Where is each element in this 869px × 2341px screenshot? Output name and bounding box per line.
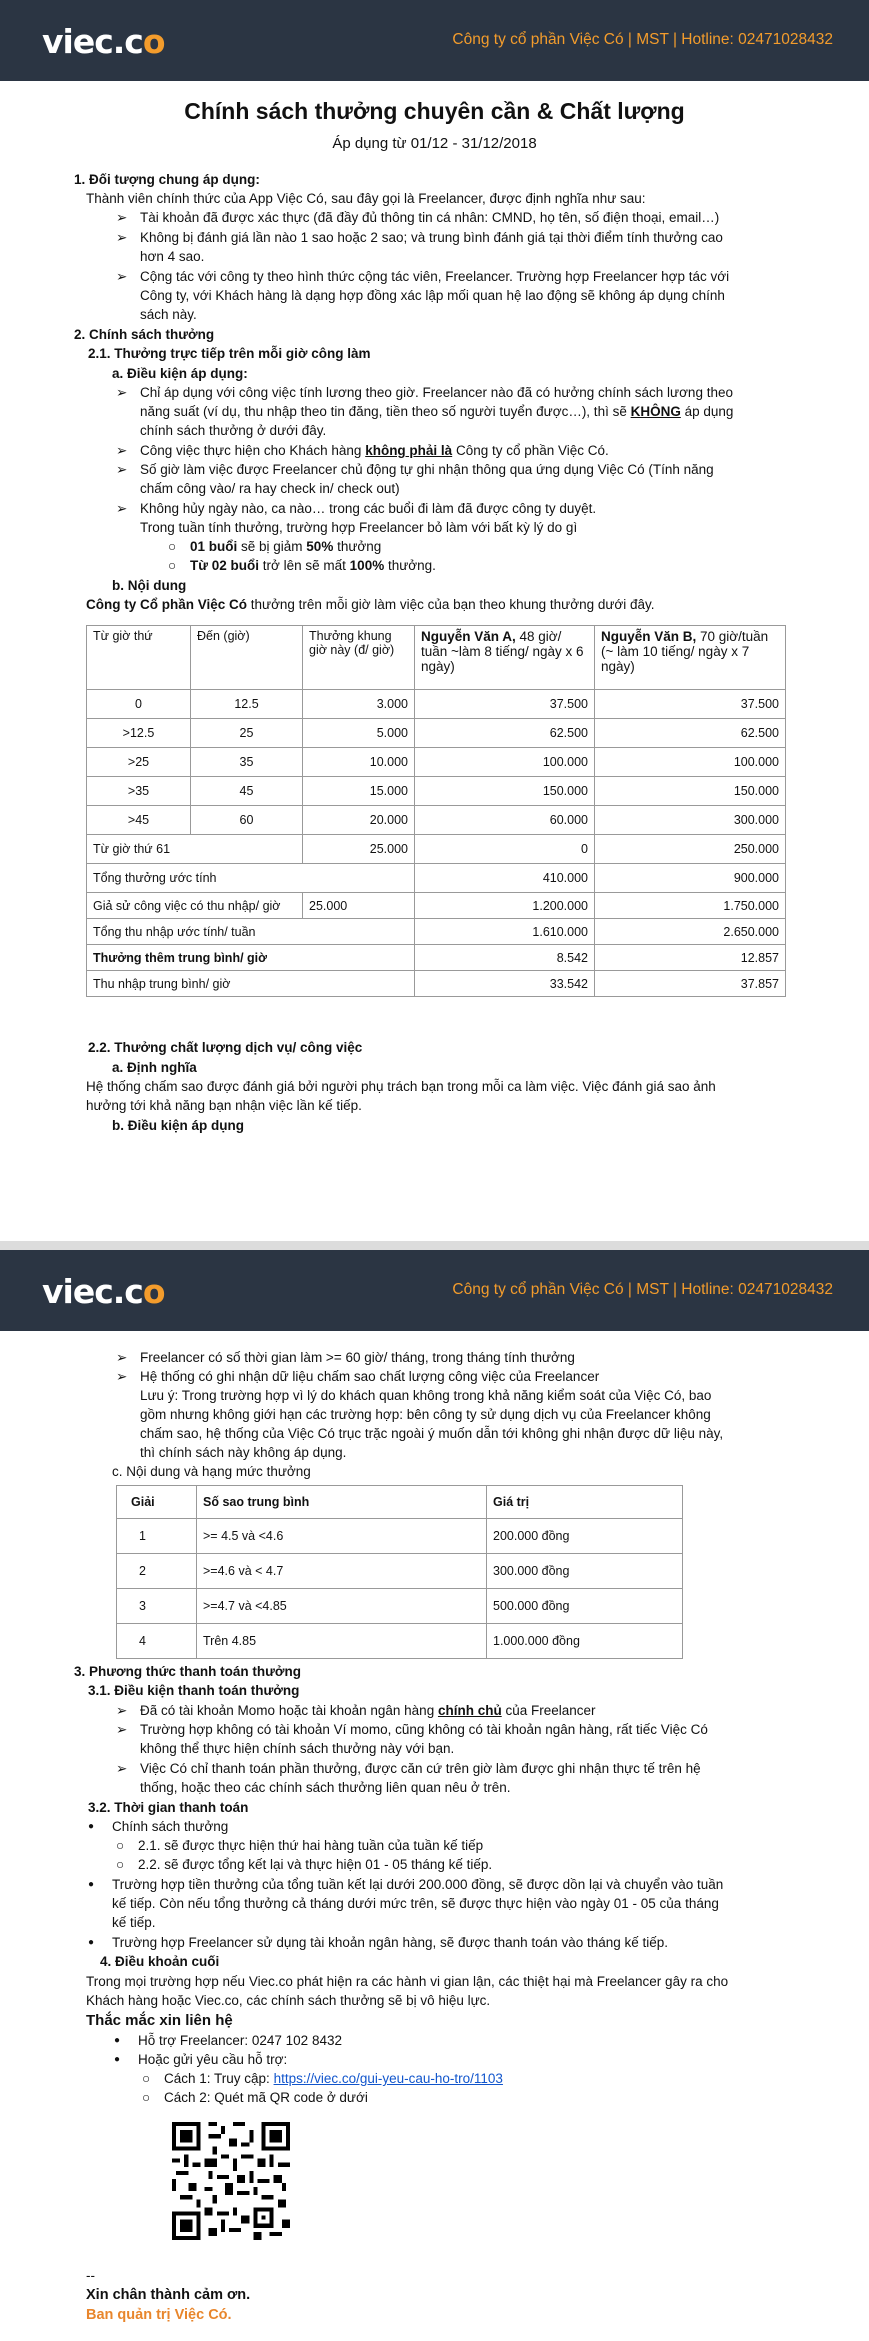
page-2 — [0, 1250, 869, 2341]
table-row: 1 >= 4.5 và <4.6 200.000 đồng — [117, 1519, 683, 1554]
s31-bullet-3b: thống, hoặc theo các chính sách thưởng liên quan nêu ở trên. — [140, 1780, 511, 1795]
support-link[interactable]: https://viec.co/gui-yeu-cau-ho-tro/1103 — [273, 2071, 503, 2086]
arrow-icon: ➢ — [116, 1722, 128, 1737]
table-header: Thưởng khung giờ này (đ/ giờ) — [303, 626, 415, 690]
thanks-text: Xin chân thành cảm ơn. — [86, 2287, 251, 2303]
s32-policy-1: 2.1. sẽ được thực hiện thứ hai hàng tuần của tuần kế tiếp — [138, 1838, 484, 1853]
s22-a-heading: a. Định nghĩa — [112, 1060, 197, 1075]
s22-note-1: Lưu ý: Trong trường hợp vì lý do khách quan không trong khả năng kiểm soát của Việc Có, bao — [140, 1388, 712, 1403]
signature-dash: -- — [86, 2268, 95, 2283]
contact-method-2: Cách 2: Quét mã QR code ở dưới — [164, 2090, 368, 2105]
circle-bullet-icon: ○ — [116, 1857, 125, 1872]
s22-c-heading: c. Nội dung và hạng mức thưởng — [112, 1464, 311, 1479]
arrow-icon: ➢ — [116, 1761, 128, 1776]
contact-heading: Thắc mắc xin liên hệ — [86, 2012, 233, 2029]
section-3-2-heading: 3.2. Thời gian thanh toán — [88, 1800, 249, 1815]
s1-bullet-2b: hơn 4 sao. — [140, 249, 205, 264]
table-header: Đến (giờ) — [191, 626, 303, 690]
section-1-heading: 1. Đối tượng chung áp dụng: — [74, 172, 260, 187]
arrow-icon: ➢ — [116, 1703, 128, 1718]
table-row: >45 60 20.000 60.000 300.000 — [87, 806, 786, 835]
s1-bullet-3a: Cộng tác với công ty theo hình thức cộng tác viên, Freelancer. Trường hợp Freelancer hợp tác với — [140, 269, 730, 284]
contact-hotline: Hỗ trợ Freelancer: 0247 102 8432 — [138, 2033, 342, 2048]
s21-bullet-2: Công việc thực hiện cho Khách hàng không phải là Công ty cổ phần Việc Có. — [140, 443, 609, 458]
arrow-icon: ➢ — [116, 1350, 128, 1365]
s21-bullet-4b: Trong tuần tính thưởng, trường hợp Freelancer bỏ làm với bất kỳ lý do gì — [140, 520, 578, 535]
s21-b-heading: b. Nội dung — [112, 578, 187, 593]
s21-bullet-1a: Chỉ áp dụng với công việc tính lương theo giờ. Freelancer nào đã có hưởng chính sách lương theo — [140, 385, 733, 400]
s1-bullet-3c: sách này. — [140, 307, 197, 322]
table-header-row — [87, 626, 786, 690]
section-2-heading: 2. Chính sách thưởng — [74, 327, 215, 342]
company-info: Công ty cổ phần Việc Có | MST | Hotline: 02471028432 — [452, 31, 833, 48]
s32-policy: Chính sách thưởng — [112, 1819, 229, 1834]
dot-bullet-icon: ● — [88, 1821, 95, 1832]
s32-carryover-1: Trường hợp tiền thưởng của tổng tuần kết lại dưới 200.000 đồng, sẽ được dồn lại và chuyển vào tuần — [112, 1877, 724, 1892]
s32-carryover-3: kế tiếp. — [112, 1915, 156, 1930]
s31-bullet-3a: Việc Có chỉ thanh toán phần thưởng, được căn cứ trên giờ làm được ghi nhận thực tế trên hệ — [140, 1761, 701, 1776]
table-row: Từ giờ thứ 61 25.000 0 250.000 — [87, 835, 786, 864]
qr-code[interactable] — [172, 2122, 290, 2240]
table-row: 0 12.5 3.000 37.500 37.500 — [87, 690, 786, 719]
arrow-icon: ➢ — [116, 230, 128, 245]
quality-bonus-table — [116, 1485, 683, 1659]
s21-bullet-1b: năng suất (ví dụ, thu nhập theo tin đăng, tiền theo số người tuyển được…), thì sẽ KHÔNG áp dụng — [140, 404, 734, 419]
arrow-icon: ➢ — [116, 210, 128, 225]
arrow-icon: ➢ — [116, 501, 128, 516]
table-row: Thu nhập trung bình/ giờ 33.542 37.857 — [87, 971, 786, 997]
s22-b-heading: b. Điều kiện áp dụng — [112, 1118, 245, 1133]
dot-bullet-icon: ● — [114, 2054, 121, 2065]
table-row: Tổng thưởng ước tính 410.000 900.000 — [87, 864, 786, 893]
s22-condition-1: Freelancer có số thời gian làm >= 60 giờ/ tháng, trong tháng tính thưởng — [140, 1350, 575, 1365]
table-row: >12.5 25 5.000 62.500 62.500 — [87, 719, 786, 748]
s22-definition-1: Hệ thống chấm sao được đánh giá bởi người phụ trách bạn trong mỗi ca làm việc. Việc đánh giá sao ảnh — [86, 1079, 716, 1094]
contact-or: Hoặc gửi yêu cầu hỗ trợ: — [138, 2052, 288, 2067]
circle-bullet-icon: ○ — [142, 2090, 151, 2105]
s32-policy-2: 2.2. sẽ được tổng kết lại và thực hiện 01 - 05 tháng kế tiếp. — [138, 1857, 493, 1872]
arrow-icon: ➢ — [116, 462, 128, 477]
dot-bullet-icon: ● — [88, 1937, 95, 1948]
s1-bullet-2a: Không bị đánh giá lần nào 1 sao hoặc 2 sao; và trung bình đánh giá tại thời điểm tính thưởng cao — [140, 230, 723, 245]
company-info: Công ty cổ phần Việc Có | MST | Hotline: 02471028432 — [452, 1281, 833, 1298]
hourly-bonus-table — [86, 625, 786, 997]
table-row: 2 >=4.6 và < 4.7 300.000 đồng — [117, 1554, 683, 1589]
circle-bullet-icon: ○ — [168, 539, 177, 554]
circle-bullet-icon: ○ — [142, 2071, 151, 2086]
circle-bullet-icon: ○ — [168, 558, 177, 573]
penalty-2: Từ 02 buổi trở lên sẽ mất 100% thưởng. — [190, 558, 436, 573]
s21-bullet-3b: chấm công vào/ ra hay check in/ check out) — [140, 481, 400, 496]
table-header: Từ giờ thứ — [87, 626, 191, 690]
s31-bullet-2a: Trường hợp không có tài khoản Ví momo, cũng không có tài khoản ngân hàng, rất tiếc Việc Có — [140, 1722, 708, 1737]
arrow-icon: ➢ — [116, 443, 128, 458]
s21-bullet-3a: Số giờ làm việc được Freelancer chủ động tự ghi nhận thông qua ứng dụng Việc Có (Tính năng — [140, 462, 714, 477]
s4-text-1: Trong mọi trường hợp nếu Viec.co phát hiện ra các hành vi gian lận, các thiệt hại mà Freelancer gây ra cho — [86, 1974, 729, 1989]
penalty-1: 01 buổi sẽ bị giảm 50% thưởng — [190, 539, 382, 554]
s21-bullet-4a: Không hủy ngày nào, ca nào… trong các buổi đi làm đã được công ty duyệt. — [140, 501, 597, 516]
dot-bullet-icon: ● — [88, 1879, 95, 1890]
page-header — [0, 0, 869, 81]
s22-condition-2: Hệ thống có ghi nhận dữ liệu chấm sao chất lượng công việc của Freelancer — [140, 1369, 600, 1384]
contact-method-1: Cách 1: Truy cập: https://viec.co/gui-yeu-cau-ho-tro/1103 — [164, 2071, 503, 2086]
section-1-intro: Thành viên chính thức của App Việc Có, sau đây gọi là Freelancer, được định nghĩa như sau: — [86, 191, 646, 206]
s32-bank: Trường hợp Freelancer sử dụng tài khoản ngân hàng, sẽ được thanh toán vào tháng kế tiếp. — [112, 1935, 669, 1950]
table-row: 3 >=4.7 và <4.85 500.000 đồng — [117, 1589, 683, 1624]
s4-text-2: Khách hàng hoặc Viec.co, các chính sách thưởng sẽ bị vô hiệu lực. — [86, 1993, 491, 2008]
document-title: Chính sách thưởng chuyên cần & Chất lượng — [184, 98, 685, 124]
s31-bullet-2b: không thể thực hiện chính sách thưởng này với bạn. — [140, 1741, 455, 1756]
s22-definition-2: hưởng tới khả năng bạn nhận việc lần kế tiếp. — [86, 1098, 362, 1113]
admin-team: Ban quản trị Việc Có. — [86, 2307, 232, 2323]
viecco-logo[interactable]: viec.co — [42, 1272, 165, 1311]
s21-a-heading: a. Điều kiện áp dụng: — [112, 366, 248, 381]
table-row: >35 45 15.000 150.000 150.000 — [87, 777, 786, 806]
s22-note-2: gồm nhưng không giới hạn các trường hợp: bên công ty sử dụng dịch vụ của Freelancer không — [140, 1407, 711, 1422]
arrow-icon: ➢ — [116, 1369, 128, 1384]
table-row: Thưởng thêm trung bình/ giờ 8.542 12.857 — [87, 945, 786, 971]
table-row: >25 35 10.000 100.000 100.000 — [87, 748, 786, 777]
document-subtitle: Áp dụng từ 01/12 - 31/12/2018 — [332, 135, 537, 152]
circle-bullet-icon: ○ — [116, 1838, 125, 1853]
table-row: Tổng thu nhập ước tính/ tuần 1.610.000 2.650.000 — [87, 919, 786, 945]
s21-bullet-1c: chính sách thưởng ở dưới đây. — [140, 423, 327, 438]
page-header — [0, 1250, 869, 1331]
table-header-row: Giải Số sao trung bình Giá trị — [117, 1486, 683, 1519]
table-header-person-b: Nguyễn Văn B, 70 giờ/tuần (~ làm 10 tiếng/ ngày x 7 ngày) — [595, 626, 786, 690]
s32-carryover-2: kế tiếp. Còn nếu tổng thưởng cả tháng dưới mức trên, sẽ được thực hiện vào ngày 01 - 05 của tháng — [112, 1896, 719, 1911]
section-4-heading: 4. Điều khoản cuối — [100, 1954, 220, 1969]
table-row: Giả sử công việc có thu nhập/ giờ 25.000 1.200.000 1.750.000 — [87, 893, 786, 919]
section-2-1-heading: 2.1. Thưởng trực tiếp trên mỗi giờ công làm — [88, 346, 371, 361]
section-2-2-heading: 2.2. Thưởng chất lượng dịch vụ/ công việc — [88, 1040, 363, 1055]
s31-bullet-1: Đã có tài khoản Momo hoặc tài khoản ngân hàng chính chủ của Freelancer — [140, 1703, 596, 1718]
table-row: 4 Trên 4.85 1.000.000 đồng — [117, 1624, 683, 1659]
section-3-1-heading: 3.1. Điều kiện thanh toán thưởng — [88, 1683, 300, 1698]
s21-content-intro: Công ty Cổ phần Việc Có thưởng trên mỗi giờ làm việc của bạn theo khung thưởng dưới đây. — [86, 597, 655, 612]
s1-bullet-1: Tài khoản đã được xác thực (đã đầy đủ thông tin cá nhân: CMND, họ tên, số điện thoại, email…) — [140, 210, 720, 225]
s1-bullet-3b: Công ty, với Khách hàng là dạng hợp đồng xác lập mối quan hệ lao động sẽ không áp dụng chính — [140, 288, 725, 303]
table-header-person-a: Nguyễn Văn A, 48 giờ/ tuần ~làm 8 tiếng/ ngày x 6 ngày) — [415, 626, 595, 690]
section-3-heading: 3. Phương thức thanh toán thưởng — [74, 1664, 302, 1679]
s22-note-4: thì chính sách này không áp dụng. — [140, 1445, 347, 1460]
s22-note-3: chấm sao, hệ thống của Việc Có trục trặc ngoài ý muốn dẫn tới không ghi nhận được dữ liệu này, — [140, 1426, 724, 1441]
arrow-icon: ➢ — [116, 269, 128, 284]
viecco-logo[interactable]: viec.co — [42, 22, 165, 61]
dot-bullet-icon: ● — [114, 2035, 121, 2046]
arrow-icon: ➢ — [116, 385, 128, 400]
